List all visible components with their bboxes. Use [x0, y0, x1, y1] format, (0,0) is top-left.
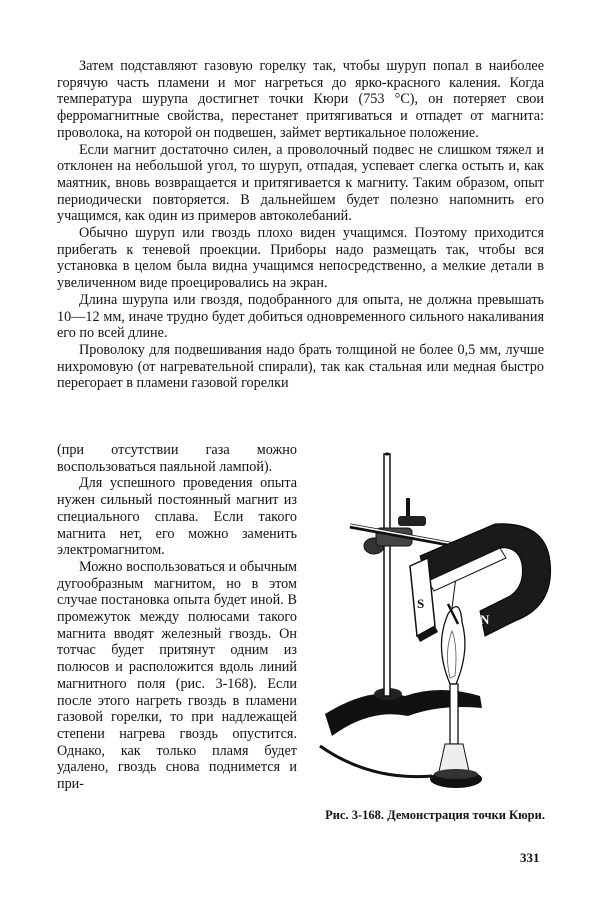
- pole-s-label: S: [417, 596, 425, 611]
- full-width-text: [57, 58, 544, 392]
- figure-caption-text: Демонстрация точки Кюри.: [387, 808, 545, 822]
- column-paragraph-2: Для успешного проведения опыта нужен сильный постоянный магнит из специального сплава. Если такого магнита нет, его можно заменить электромагнитом.: [57, 475, 297, 559]
- narrow-column-text: [57, 442, 297, 793]
- apparatus-illustration: [310, 446, 560, 816]
- figure-caption-label: Рис. 3-168.: [325, 808, 384, 822]
- page-number: 331: [520, 850, 540, 865]
- pole-n-label: N: [480, 612, 490, 627]
- figure-caption: [325, 808, 545, 823]
- column-paragraph-1: (при отсутствии газа можно воспользоваться паяльной лампой).: [57, 442, 297, 475]
- burner-tube: [450, 684, 458, 744]
- figure-curie-point-apparatus: [310, 446, 560, 816]
- stand-rod: [384, 454, 390, 696]
- flame: [441, 607, 464, 684]
- paragraph-1: Затем подставляют газовую горелку так, чтобы шуруп попал в наиболее горячую часть пламени и мог нагреться до ярко-красного каления. Когда температура шурупа достигнет точки Кюри (753 °С), он потеряет свои ферромагнитные свойства, перестанет притягиваться и отпадет от магнита: проволока, на которой он подвешен, займет вертикальное положение.: [57, 58, 544, 141]
- paragraph-3: Обычно шуруп или гвоздь плохо виден учащимся. Поэтому приходится прибегать к теневой проекции. Приборы надо размещать так, чтобы вся установка в целом была видна учащимся непосредственно, а мелкие детали в увеличенном виде проецировались на экран.: [57, 225, 544, 292]
- paragraph-2: Если магнит достаточно силен, а проволочный подвес не слишком тяжел и отклонен на небольшой угол, то шуруп, отпадая, успевает слегка остыть и, как маятник, вновь возвращается и притягивается к магниту. Таким образом, опыт периодически повторяется. В дальнейшем будет полезно напомнить его учащимся, как один из примеров автоколебаний.: [57, 141, 544, 225]
- gas-hose: [320, 746, 432, 777]
- column-paragraph-3: Можно воспользоваться и обычным дугообразным магнитом, но в этом случае постановка опыта будет иной. В промежуток между полюсами такого магнита вводят железный гвоздь. Он тотчас будет притянут одним из полюсов и расположится вдоль линий магнитного поля (рис. 3-168). Если после этого нагреть гвоздь в пламени газовой горелки, то при надлежащей степени нагрева гвоздь опустится. Однако, как только пламя будет удалено, гвоздь снова поднимется и при-: [57, 558, 297, 793]
- paragraph-5: Проволоку для подвешивания надо брать толщиной не более 0,5 мм, лучше нихромовую (от нагревательной спирали), так как стальная или медная быстро перегорает в пламени газовой горелки: [57, 341, 544, 392]
- paragraph-4: Длина шурупа или гвоздя, подобранного для опыта, не должна превышать 10—12 мм, иначе трудно будет добиться одновременного сильного накаливания его по всей длине.: [57, 291, 544, 342]
